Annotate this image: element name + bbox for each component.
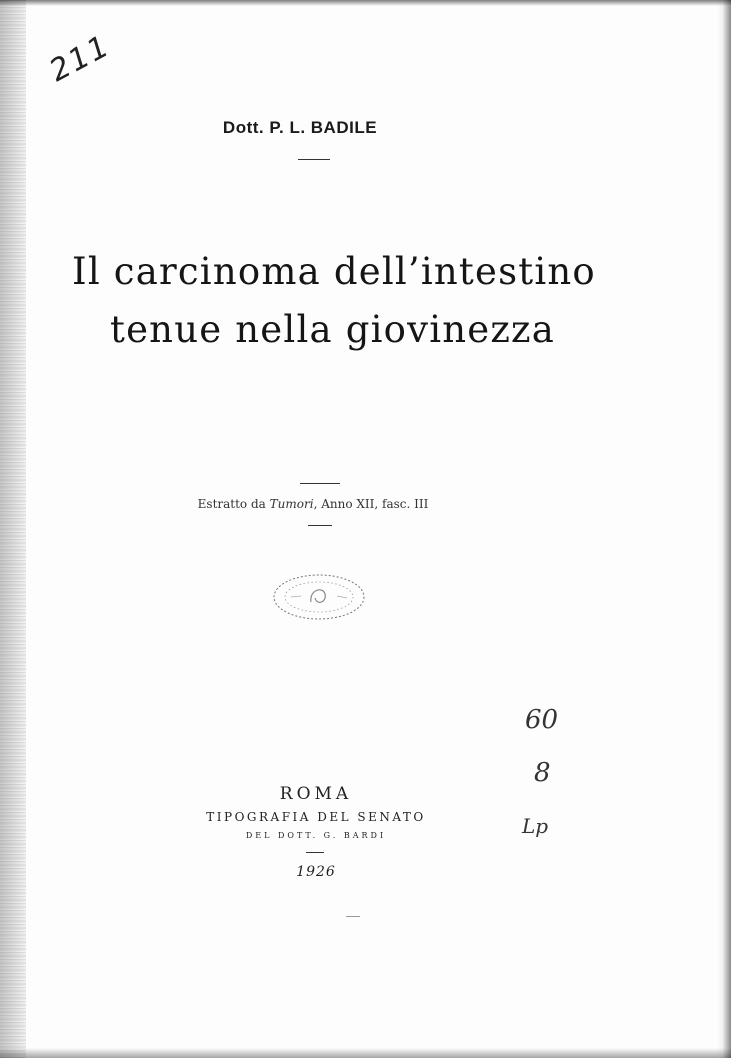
- extract-journal: Tumori: [269, 497, 314, 511]
- imprint-year: 1926: [296, 864, 336, 880]
- title-line-1: Il carcinoma dell’intestino: [72, 250, 596, 293]
- extract-note: [0, 497, 626, 511]
- author-rule: [298, 159, 330, 160]
- handwritten-margin-note-2: 8: [534, 758, 551, 788]
- handwritten-margin-note-3: Lp: [522, 814, 549, 838]
- imprint-city: ROMA: [279, 784, 353, 804]
- extract-rule-top: [300, 483, 340, 484]
- handwritten-catalog-number: 211: [44, 28, 117, 89]
- scan-edge-top: [0, 0, 731, 6]
- scan-edge-right: [717, 0, 731, 1058]
- scan-edge-left: [0, 0, 26, 1058]
- title-line-2: tenue nella giovinezza: [110, 308, 555, 351]
- extract-rule-bottom: [308, 525, 332, 526]
- imprint-printer-owner: DEL DOTT. G. BARDI: [245, 831, 387, 840]
- imprint-printer: TIPOGRAFIA DEL SENATO: [206, 810, 426, 824]
- library-stamp-icon: [271, 572, 367, 622]
- handwritten-margin-note-1: 60: [525, 705, 559, 735]
- extract-details: , Anno XII, fasc. III: [313, 497, 429, 511]
- author-name: Dott. P. L. BADILE: [222, 118, 378, 137]
- scan-edge-bottom: [0, 1048, 731, 1058]
- extract-prefix: Estratto da: [197, 497, 266, 511]
- footer-ornament: [346, 916, 360, 917]
- imprint-rule: [306, 852, 324, 853]
